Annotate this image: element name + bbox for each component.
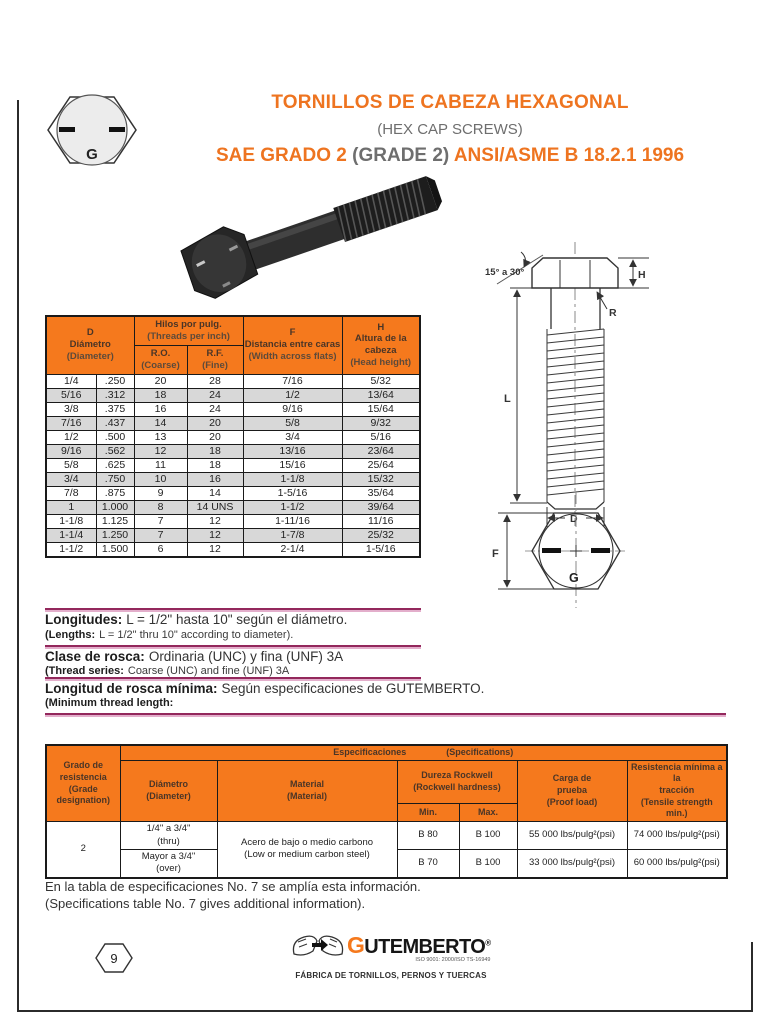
grade-mid: (GRADE 2) (352, 145, 450, 166)
note-min-thread-es: Longitud de rosca mínima: Según especificaciones de GUTEMBERTO. (45, 681, 485, 696)
col-header-head-height: H Altura de la cabeza (Head height) (342, 316, 420, 374)
spec-col-proof-load: Carga de prueba (Proof load) (517, 760, 627, 821)
divider-rule-full (45, 713, 726, 717)
table-row: 9/16 .562 12 18 13/16 23/64 (46, 444, 420, 458)
dimensions-table (45, 315, 421, 558)
grade-prefix: SAE GRADO 2 (215, 145, 353, 166)
table-row: 3/8 .375 16 24 9/16 15/64 (46, 402, 420, 416)
grade-suffix: ANSI/ASME B 18.2.1 1996 (449, 145, 685, 166)
table-row: 1-1/4 1.250 7 12 1-7/8 25/32 (46, 528, 420, 542)
page-title: TORNILLOS DE CABEZA HEXAGONAL (271, 92, 629, 113)
table-row: 5/16 .312 18 24 1/2 13/64 (46, 388, 420, 402)
scan-artifact-left (17, 100, 19, 1012)
col-header-flats: F Distancia entre caras (Width across flats) (243, 316, 342, 374)
grade-value: 2 (46, 822, 120, 878)
note-thread-series-es: Clase de rosca: Ordinaria (UNC) y fina (UNF) 3A (45, 649, 344, 664)
table-row: 1/2 .500 13 20 3/4 5/16 (46, 430, 420, 444)
material-value: Acero de bajo o medio carbono (Low or medium carbon steel) (217, 822, 397, 878)
diameter-label: D (570, 513, 578, 525)
page-number: 9 (110, 951, 118, 966)
spec-col-hardness: Dureza Rockwell (Rockwell hardness) (397, 760, 517, 803)
brand-name: GUTEMBERTO® (347, 931, 491, 958)
spec-col-max: Max. (459, 803, 517, 821)
spec-header-especificaciones: Especificaciones (Specifications) (120, 745, 727, 760)
note-lengths-en: (Lengths: L = 1/2" thru 10" according to diameter). (45, 629, 294, 641)
footnote-line-en: (Specifications table No. 7 gives additional information). (45, 896, 366, 911)
note-lengths-es: Longitudes: L = 1/2" hasta 10" según el diámetro. (45, 612, 348, 627)
marking-letter: G (86, 146, 98, 163)
col-header-threads: Hilos por pulg. (Threads per inch) (134, 316, 243, 345)
table-row: 1-1/8 1.125 7 12 1-11/16 11/16 (46, 514, 420, 528)
brand-logo (291, 929, 491, 980)
brand-tagline: FÁBRICA DE TORNILLOS, PERNOS Y TUERCAS (295, 971, 487, 980)
spec-col-diameter: Diámetro (Diameter) (120, 760, 217, 821)
handshake-icon (291, 929, 345, 968)
head-height-label: H (638, 269, 646, 281)
length-label: L (504, 393, 511, 405)
specifications-table (45, 744, 728, 879)
page-number-badge (93, 940, 135, 981)
spec-col-tensile: Resistencia mínima a la tracción (Tensile strength min.) (627, 760, 727, 821)
page-subtitle: (HEX CAP SCREWS) (377, 121, 523, 138)
table-row: 1/4 .250 20 28 7/16 5/32 (46, 374, 420, 388)
brand-iso-text: ISO 9001: 2000/ISO TS-16949 (415, 956, 491, 963)
col-header-fine: R.F. (Fine) (187, 345, 243, 374)
table-row: 1 1.000 8 14 UNS 1-1/2 39/64 (46, 500, 420, 514)
scan-artifact-right (751, 942, 753, 1012)
table-row: 7/16 .437 14 20 5/8 9/32 (46, 416, 420, 430)
angle-label: 15° a 30° (485, 267, 525, 278)
footnote (45, 878, 421, 912)
spec-col-min: Min. (397, 803, 459, 821)
col-header-diameter: D Diámetro (Diameter) (46, 316, 134, 374)
registered-mark: ® (485, 938, 491, 948)
col-header-coarse: R.O. (Coarse) (134, 345, 187, 374)
spec-row: 2 1/4" a 3/4" (thru) Acero de bajo o medio carbono (Low or medium carbon steel) B 80 B 100 55 000 lbs/pulg²(psi) 74 000 lbs/pulg²(psi) (46, 822, 727, 850)
head-marking-icon (44, 90, 140, 175)
spec-row: Mayor a 3/4" (over) B 70 B 100 33 000 lbs/pulg²(psi) 60 000 lbs/pulg²(psi) (46, 850, 727, 878)
marking-dash-right (109, 127, 125, 132)
radius-label: R (609, 307, 617, 319)
bolt-photo (178, 158, 453, 311)
technical-drawing (485, 230, 765, 613)
table-row: 7/8 .875 9 14 1-5/16 35/64 (46, 486, 420, 500)
table-row: 5/8 .625 11 18 15/16 25/64 (46, 458, 420, 472)
spec-col-material: Material (Material) (217, 760, 397, 821)
note-min-thread-en: (Minimum thread length: (45, 697, 174, 709)
marking-label: G (569, 571, 579, 585)
scan-artifact-bottom (17, 1010, 753, 1012)
table-row: 3/4 .750 10 16 1-1/8 15/32 (46, 472, 420, 486)
spec-col-grade: Grado de resistencia (Grade designation) (46, 745, 120, 822)
title-block (170, 92, 730, 167)
table-row: 1-1/2 1.500 6 12 2-1/4 1-5/16 (46, 542, 420, 557)
flats-label: F (492, 548, 499, 560)
footnote-line-es: En la tabla de especificaciones No. 7 se amplía esta información. (45, 879, 421, 894)
note-thread-series-en: (Thread series: Coarse (UNC) and fine (UNF) 3A (45, 665, 290, 677)
marking-dash-left (59, 127, 75, 132)
